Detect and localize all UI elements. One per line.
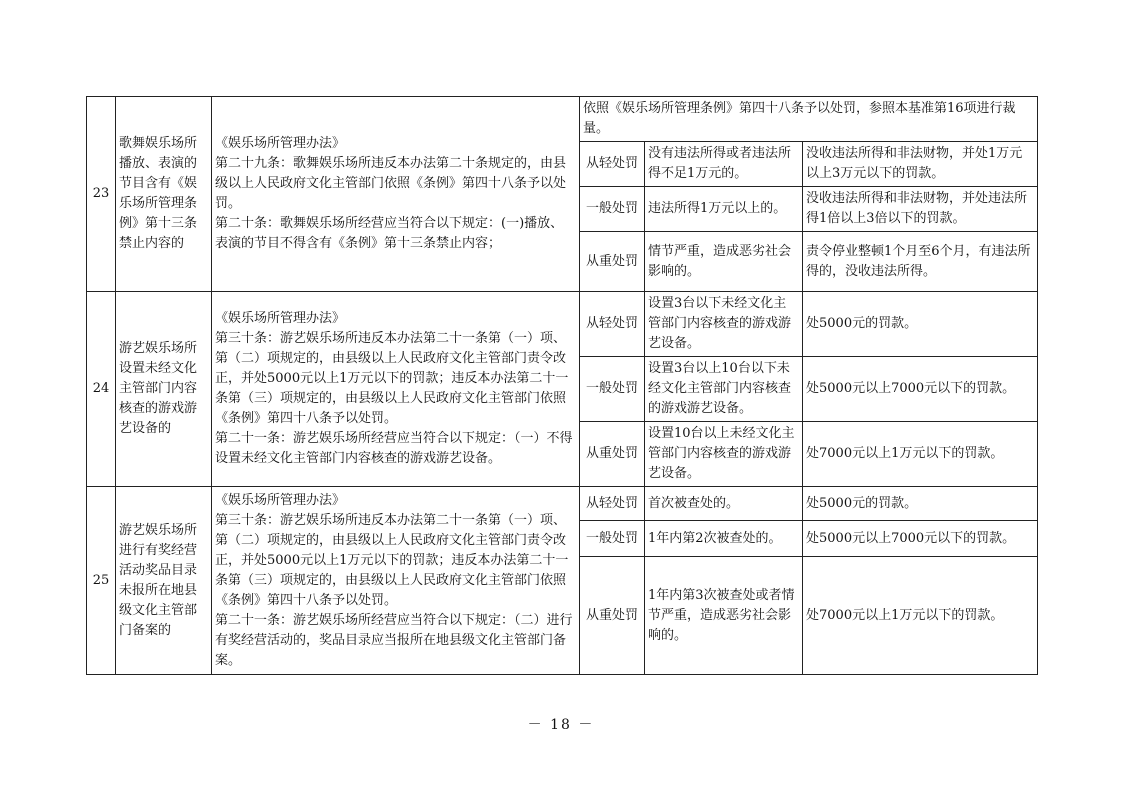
violation-item: 游艺娱乐场所设置未经文化主管部门内容核查的游戏游艺设备的: [116, 292, 212, 487]
circumstance: 1年内第2次被查处的。: [645, 521, 803, 557]
circumstance: 设置10台以上未经文化主管部门内容核查的游戏游艺设备。: [645, 422, 803, 487]
legal-basis: [212, 487, 580, 675]
penalty-level: 从轻处罚: [580, 142, 645, 187]
basis-line: 第二十九条：歌舞娱乐场所违反本办法第二十条规定的，由县级以上人民政府文化主管部门依照《条例》第四十八条予以处罚。: [215, 156, 567, 211]
penalty-standard-table: [86, 96, 1038, 675]
basis-line: 《娱乐场所管理办法》: [215, 311, 346, 326]
penalty-level: 从重处罚: [580, 232, 645, 292]
circumstance: 违法所得1万元以上的。: [645, 187, 803, 232]
penalty: 处7000元以上1万元以下的罚款。: [803, 557, 1038, 675]
penalty: 处7000元以上1万元以下的罚款。: [803, 422, 1038, 487]
legal-basis: [212, 292, 580, 487]
reference-note: 依照《娱乐场所管理条例》第四十八条予以处罚，参照本基准第16项进行裁量。: [580, 97, 1038, 142]
basis-line: 《娱乐场所管理办法》: [215, 136, 346, 151]
penalty-level: 一般处罚: [580, 521, 645, 557]
penalty: 处5000元的罚款。: [803, 292, 1038, 357]
penalty: 没收违法所得和非法财物，并处违法所得1倍以上3倍以下的罚款。: [803, 187, 1038, 232]
penalty: 责令停业整顿1个月至6个月，有违法所得的，没收违法所得。: [803, 232, 1038, 292]
table-row: [87, 487, 1038, 521]
circumstance: 设置3台以上10台以下未经文化主管部门内容核查的游戏游艺设备。: [645, 357, 803, 422]
circumstance: 设置3台以下未经文化主管部门内容核查的游戏游艺设备。: [645, 292, 803, 357]
row-number: 24: [87, 292, 116, 487]
penalty-level: 从轻处罚: [580, 487, 645, 521]
basis-line: 第二十一条：游艺娱乐场所经营应当符合以下规定：（一）不得设置未经文化主管部门内容核查的游戏游艺设备。: [215, 431, 573, 466]
table-row: [87, 97, 1038, 142]
penalty-level: 从重处罚: [580, 557, 645, 675]
circumstance: 情节严重，造成恶劣社会影响的。: [645, 232, 803, 292]
legal-basis: [212, 97, 580, 292]
row-number: 25: [87, 487, 116, 675]
basis-line: 第二十条：歌舞娱乐场所经营应当符合以下规定：(一)播放、表演的节目不得含有《条例》第十三条禁止内容；: [215, 216, 564, 251]
penalty: 处5000元的罚款。: [803, 487, 1038, 521]
row-number: 23: [87, 97, 116, 292]
basis-line: 第二十一条：游艺娱乐场所经营应当符合以下规定：（二）进行有奖经营活动的，奖品目录应当报所在地县级文化主管部门备案。: [215, 612, 573, 668]
circumstance: 没有违法所得或者违法所得不足1万元的。: [645, 142, 803, 187]
circumstance: 1年内第3次被查处或者情节严重，造成恶劣社会影响的。: [645, 557, 803, 675]
circumstance: 首次被查处的。: [645, 487, 803, 521]
penalty-level: 从重处罚: [580, 422, 645, 487]
basis-line: 《娱乐场所管理办法》: [215, 492, 346, 508]
penalty-level: 一般处罚: [580, 357, 645, 422]
penalty: 没收违法所得和非法财物，并处1万元以上3万元以下的罚款。: [803, 142, 1038, 187]
violation-item: 游艺娱乐场所进行有奖经营活动奖品目录未报所在地县级文化主管部门备案的: [116, 487, 212, 675]
penalty: 处5000元以上7000元以下的罚款。: [803, 357, 1038, 422]
penalty-level: 一般处罚: [580, 187, 645, 232]
penalty: 处5000元以上7000元以下的罚款。: [803, 521, 1038, 557]
table-row: [87, 292, 1038, 357]
basis-line: 第三十条：游艺娱乐场所违反本办法第二十一条第（一）项、第（二）项规定的，由县级以上人民政府文化主管部门责令改正，并处5000元以上1万元以下的罚款；违反本办法第二十一条第（三）项规定的，由县级以上人民政府文化主管部门依照《条例》第四十八条予以处罚。: [215, 331, 569, 426]
page-number: － 18 －: [527, 717, 595, 733]
basis-line: 第三十条：游艺娱乐场所违反本办法第二十一条第（一）项、第（二）项规定的，由县级以上人民政府文化主管部门责令改正，并处5000元以上1万元以下的罚款；违反本办法第二十一条第（三）项规定的，由县级以上人民政府文化主管部门依照《条例》第四十八条予以处罚。: [215, 512, 569, 608]
violation-item: 歌舞娱乐场所播放、表演的节目含有《娱乐场所管理条例》第十三条禁止内容的: [116, 97, 212, 292]
penalty-level: 从轻处罚: [580, 292, 645, 357]
